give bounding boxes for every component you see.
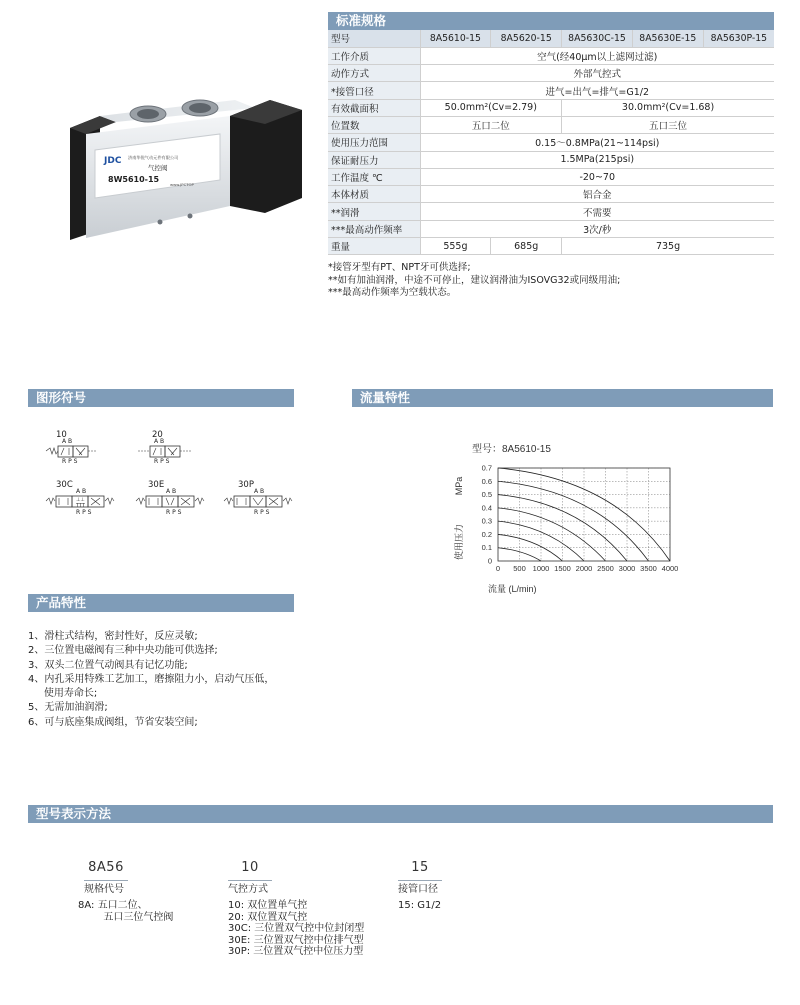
spec-value: 五口三位 (562, 116, 774, 133)
code-name: 接管口径 (398, 883, 438, 895)
spec-row (328, 220, 774, 237)
code-underline (228, 880, 272, 881)
symbol-label: 30P (238, 480, 254, 490)
port-labels-top: A B (166, 488, 177, 495)
code-option: 10: 双位置单气控 (228, 900, 308, 911)
chart-y-tick: 0.2 (481, 529, 492, 539)
code-option: 8A: 五口二位、 (78, 900, 148, 911)
chart-x-tick: 0 (495, 564, 501, 573)
port-labels-bottom: R P S (62, 458, 78, 465)
spec-value: -20~70 (420, 168, 774, 185)
code-underline (84, 880, 128, 881)
maker-name: 济南华锐气动元件有限公司 (128, 155, 179, 160)
feature-item: 2、三位置电磁阀有三种中央功能可供选择; (28, 645, 218, 657)
brand-logo: JDC (104, 156, 122, 166)
svg-text:⊥⊥: ⊥⊥ (76, 497, 85, 503)
spec-row (328, 134, 774, 151)
model-col: 8A5620-15 (491, 30, 562, 47)
feature-item: 6、可与底座集成阀组，节省安装空间; (28, 716, 198, 728)
chart-x-tick: 3000 (618, 564, 636, 573)
feature-item: 3、双头二位置气动阀具有记忆功能; (28, 659, 188, 671)
code-option: 30E: 三位置双气控中位排气型 (228, 934, 364, 946)
spec-value: 1.5MPa(215psi) (420, 151, 774, 168)
chart-x-tick: 2500 (597, 564, 614, 573)
code-name: 气控方式 (228, 883, 268, 895)
port-labels-bottom: R P S (76, 509, 92, 516)
spec-label: 保证耐压力 (328, 151, 420, 168)
chart-x-tick: 3500 (640, 564, 657, 573)
spec-value: 空气(经40μm以上滤网过滤) (420, 47, 774, 64)
chart-x-label: 流量 (L/min) (488, 584, 537, 594)
spec-notes (328, 262, 620, 300)
spec-label: 位置数 (328, 116, 420, 133)
code-option: 30C: 三位置双气控中位封闭型 (228, 923, 365, 934)
symbols-section-title: 图形符号 (28, 389, 294, 407)
spec-value: 555g (420, 238, 491, 255)
code-series (78, 860, 174, 923)
spec-row (328, 151, 774, 168)
spec-value: 不需要 (420, 203, 774, 220)
spec-label: 动作方式 (328, 65, 420, 82)
spec-row (328, 168, 774, 185)
model-col: 8A5610-15 (420, 30, 491, 47)
chart-x-tick: 1000 (532, 564, 550, 573)
spec-note: **如有加油润滑，中途不可停止，建议润滑油为ISOVG32或同级用油; (328, 274, 621, 286)
spec-header-row (328, 30, 774, 47)
code-option: 五口三位气控阀 (78, 911, 174, 923)
spec-row (328, 47, 774, 64)
symbol-label: 10 (56, 430, 67, 440)
spec-section-title: 标准规格 (328, 12, 774, 30)
port-labels-bottom: R P S (254, 509, 270, 516)
spec-value: 进气=出气=排气=G1/2 (420, 82, 774, 99)
spec-value: 0.15～0.8MPa(21~114psi) (420, 134, 774, 151)
chart-y-tick: 0.3 (481, 516, 492, 526)
symbol-label: 20 (152, 430, 163, 440)
chart-y-tick: 0.7 (481, 463, 492, 473)
code-option: 20: 双位置双气控 (228, 911, 308, 923)
chart-x-tick: 2000 (575, 564, 593, 573)
symbol-label: 30E (148, 480, 165, 490)
spec-value: 685g (491, 238, 562, 255)
spec-value: 铝合金 (420, 186, 774, 203)
product-photo (60, 88, 315, 243)
spec-row (328, 203, 774, 220)
model-col: 8A5630P-15 (703, 30, 774, 47)
spec-label: ***最高动作频率 (328, 220, 420, 237)
feature-item: 5、无需加油润滑; (28, 702, 108, 714)
chart-y-unit: MPa (454, 476, 464, 496)
features-section-title: 产品特性 (28, 594, 294, 612)
spec-label: *接管口径 (328, 82, 420, 99)
label-website: www.JPCTOP (170, 182, 194, 187)
port-labels-bottom: R P S (154, 458, 170, 465)
chart-x-tick: 500 (513, 564, 526, 573)
symbol-label: 30C (56, 480, 73, 490)
port-labels-top: A B (154, 438, 165, 445)
code-option: 15: G1/2 (398, 900, 442, 911)
port-labels-bottom: R P S (166, 509, 182, 516)
feature-item: 使用寿命长; (28, 688, 98, 700)
valve-type-label: 气控阀 (148, 164, 168, 172)
spec-label: 工作介质 (328, 47, 420, 64)
spec-value: 735g (562, 238, 774, 255)
spec-table (328, 30, 774, 255)
port-labels-top: A B (254, 488, 265, 495)
spec-value: 3次/秒 (420, 220, 774, 237)
feature-list (28, 630, 274, 730)
port-labels-top: A B (76, 488, 87, 495)
code-value: 8A56 (88, 860, 124, 875)
svg-text:TTT: TTT (76, 503, 85, 509)
chart-y-tick: 0 (487, 556, 492, 566)
chart-y-tick: 0.1 (481, 543, 492, 553)
chart-title: 型号：8A5610-15 (472, 444, 551, 455)
chart-y-tick: 0.6 (481, 476, 492, 486)
spec-value: 30.0mm²(Cv=1.68) (562, 99, 774, 116)
code-port (398, 862, 442, 912)
code-control (228, 862, 364, 958)
port-labels-top: A B (62, 438, 73, 445)
spec-label: 工作温度 ℃ (328, 168, 420, 185)
spec-label: 本体材质 (328, 186, 420, 203)
spec-row (328, 116, 774, 133)
spec-row (328, 238, 774, 255)
feature-item: 4、内孔采用特殊工艺加工，磨擦阻力小，启动气压低， (28, 673, 275, 685)
spec-label: **润滑 (328, 203, 420, 220)
chart-y-label: 使用压力 (454, 523, 464, 561)
chart-y-tick: 0.4 (481, 503, 492, 513)
chart-x-tick: 1500 (554, 564, 571, 573)
flow-chart (440, 436, 690, 601)
spec-row (328, 186, 774, 203)
label-model: 8W5610-15 (108, 175, 160, 184)
spec-label: 使用压力范围 (328, 134, 420, 151)
model-col: 8A5630C-15 (562, 30, 633, 47)
spec-row (328, 65, 774, 82)
spec-row (328, 82, 774, 99)
spec-value: 50.0mm²(Cv=2.79) (420, 99, 562, 116)
spec-value: 五口二位 (420, 116, 562, 133)
code-underline (398, 880, 442, 881)
spec-note: ***最高动作频率为空载状态。 (328, 287, 457, 298)
code-value: 10 (241, 860, 259, 875)
spec-value: 外部气控式 (420, 65, 774, 82)
model-code-section-title: 型号表示方法 (28, 805, 773, 823)
code-name: 规格代号 (84, 883, 124, 895)
chart-y-tick: 0.5 (481, 490, 492, 500)
model-col: 8A5630E-15 (632, 30, 703, 47)
spec-header-label: 型号 (328, 30, 420, 47)
spec-row (328, 99, 774, 116)
code-value: 15 (411, 860, 429, 875)
code-option: 30P: 三位置双气控中位压力型 (228, 946, 364, 957)
flow-section-title: 流量特性 (352, 389, 773, 407)
feature-item: 1、滑柱式结构，密封性好，反应灵敏; (28, 631, 198, 642)
spec-note: *接管牙型有PT、NPT牙可供选择; (328, 262, 471, 273)
spec-label: 有效截面积 (328, 99, 420, 116)
chart-x-tick: 4000 (661, 564, 679, 573)
spec-label: 重量 (328, 238, 420, 255)
